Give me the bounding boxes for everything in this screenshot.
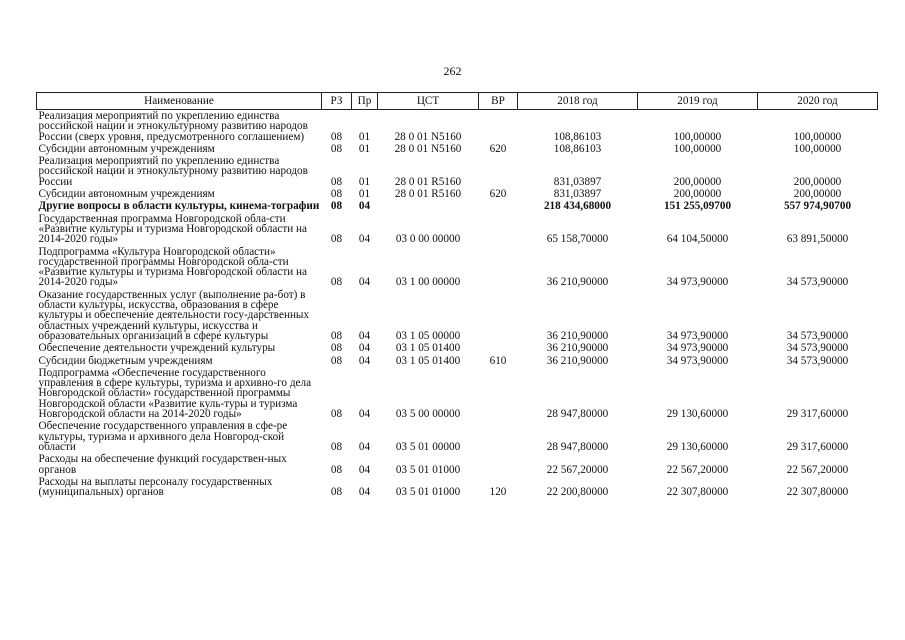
row-2019: 200,00000 (673, 175, 722, 188)
row-2020: 34 573,90000 (786, 276, 849, 289)
row-2020: 22 307,80000 (786, 486, 849, 499)
row-vr: 610 (489, 354, 507, 367)
row-rz: 08 (330, 486, 343, 499)
row-vr (479, 246, 518, 289)
header-vr: ВР (479, 93, 518, 110)
row-cst: 03 5 01 00000 (395, 440, 461, 453)
row-rz: 08 (330, 440, 343, 453)
row-name: Государственная программа Новгородской обла-сти «Развитие культуры и туризма Новгородской области на 2014-2020 годы» (38, 212, 307, 246)
table-row (37, 342, 878, 354)
row-cst: 28 0 01 N5160 (394, 130, 462, 143)
row-cst: 28 0 01 R5160 (394, 175, 462, 188)
row-2020: 200,00000 (793, 175, 842, 188)
table-row (37, 289, 878, 342)
row-2018: 36 210,90000 (546, 342, 609, 355)
row-name: Реализация мероприятий по укреплению единства российской нации и этнокультурному развитию народов России (сверх уровня, предусмотренного соглашением) (38, 110, 308, 143)
row-2018: 36 210,90000 (546, 329, 609, 342)
row-2019: 34 973,90000 (666, 329, 729, 342)
row-cst: 28 0 01 N5160 (394, 142, 462, 155)
row-name: Реализация мероприятий по укреплению единства российской нации и этнокультурному развитию народов России (38, 155, 308, 188)
row-2018: 36 210,90000 (546, 354, 609, 367)
row-rz: 08 (330, 233, 343, 246)
row-2019: 64 104,50000 (666, 233, 729, 246)
row-name: Расходы на выплаты персоналу государственных (муниципальных) органов (38, 475, 273, 499)
row-vr (479, 420, 518, 453)
header-pr: Пр (352, 93, 378, 110)
row-vr (479, 110, 518, 143)
row-name: Обеспечение деятельности учреждений культуры (38, 342, 276, 355)
row-rz: 08 (330, 276, 343, 289)
row-vr: 120 (489, 486, 507, 499)
row-cst (378, 200, 479, 212)
row-2020: 63 891,50000 (786, 233, 849, 246)
row-pr: 04 (358, 486, 371, 499)
table-row (37, 110, 878, 143)
row-rz: 08 (330, 142, 343, 155)
row-2018: 108,86103 (553, 130, 602, 143)
row-rz: 08 (330, 354, 343, 367)
row-cst: 03 1 05 01400 (395, 354, 461, 367)
row-2018: 218 434,68000 (543, 200, 612, 213)
row-pr: 04 (358, 342, 371, 355)
table-row (37, 143, 878, 155)
row-cst: 03 5 01 01000 (395, 486, 461, 499)
table-row (37, 155, 878, 188)
row-rz: 08 (330, 342, 343, 355)
table-row (37, 246, 878, 289)
row-name: Оказание государственных услуг (выполнение ра-бот) в области культуры, искусства, образования в сфере культуры и обеспечение деятельности госу-дарственных областных учреждений культуры, искусства и образовательных организаций в сфере культуры (38, 288, 310, 342)
row-2020: 34 573,90000 (786, 342, 849, 355)
row-pr: 04 (358, 463, 371, 476)
row-cst: 03 1 05 01400 (395, 342, 461, 355)
row-2020: 100,00000 (793, 142, 842, 155)
row-2018: 831,03897 (553, 175, 602, 188)
row-pr: 04 (358, 440, 371, 453)
header-2019: 2019 год (638, 93, 758, 110)
row-rz: 08 (330, 175, 343, 188)
table-header-row (37, 93, 878, 110)
row-pr: 04 (358, 354, 371, 367)
header-2020: 2020 год (758, 93, 878, 110)
row-pr: 04 (358, 408, 371, 421)
header-name: Наименование (37, 93, 322, 110)
row-pr: 01 (358, 188, 371, 201)
row-cst: 03 1 05 00000 (395, 329, 461, 342)
row-rz: 08 (330, 408, 343, 421)
row-2018: 108,86103 (553, 142, 602, 155)
row-2018: 28 947,80000 (546, 440, 609, 453)
row-pr: 01 (358, 130, 371, 143)
row-2019: 100,00000 (673, 142, 722, 155)
row-pr: 01 (358, 142, 371, 155)
table-row (37, 188, 878, 200)
row-cst: 03 0 00 00000 (395, 233, 461, 246)
row-2019: 29 130,60000 (666, 408, 729, 421)
row-rz: 08 (330, 329, 343, 342)
row-vr: 620 (489, 188, 507, 201)
table-row (37, 453, 878, 476)
row-pr: 04 (358, 329, 371, 342)
row-2020: 557 974,90700 (783, 200, 852, 213)
table-row (37, 367, 878, 420)
row-cst: 28 0 01 R5160 (394, 188, 462, 201)
row-2018: 65 158,70000 (546, 233, 609, 246)
row-2020: 100,00000 (793, 130, 842, 143)
row-vr (479, 155, 518, 188)
header-rz: РЗ (322, 93, 352, 110)
row-name: Расходы на обеспечение функций государствен-ных органов (38, 453, 287, 476)
row-2019: 151 255,09700 (663, 200, 732, 213)
row-2018: 28 947,80000 (546, 408, 609, 421)
row-2020: 29 317,60000 (786, 408, 849, 421)
table-row (37, 200, 878, 212)
table-row (37, 355, 878, 367)
row-pr: 04 (358, 276, 371, 289)
row-name: Подпрограмма «Обеспечение государственного управления в сфере культуры, туризма и архивно-го дела Новгородской области» государственной программы Новгородской области «Развитие куль-туры и туризма Новгородской области на 2014-2020 годы» (38, 366, 312, 421)
header-cst: ЦСТ (378, 93, 479, 110)
row-2019: 22 307,80000 (666, 486, 729, 499)
row-vr (479, 367, 518, 420)
row-vr (479, 453, 518, 476)
row-2018: 831,03897 (553, 188, 602, 201)
row-2018: 22 567,20000 (546, 463, 609, 476)
row-2019: 34 973,90000 (666, 276, 729, 289)
row-rz: 08 (330, 130, 343, 143)
header-2018: 2018 год (518, 93, 638, 110)
page-number: 262 (443, 64, 462, 78)
row-2018: 36 210,90000 (546, 276, 609, 289)
row-2020: 22 567,20000 (786, 463, 849, 476)
row-2020: 34 573,90000 (786, 354, 849, 367)
row-name: Другие вопросы в области культуры, кинема-тографии (38, 200, 320, 213)
row-2019: 100,00000 (673, 130, 722, 143)
row-cst: 03 5 01 01000 (395, 463, 461, 476)
row-vr (479, 200, 518, 212)
row-cst: 03 5 00 00000 (395, 408, 461, 421)
row-pr: 04 (358, 233, 371, 246)
table-row (37, 476, 878, 499)
row-vr: 620 (489, 142, 507, 155)
table-body (37, 110, 878, 499)
row-pr: 01 (358, 175, 371, 188)
row-vr (479, 213, 518, 246)
row-2020: 29 317,60000 (786, 440, 849, 453)
row-name: Субсидии автономным учреждениям (38, 188, 215, 201)
row-pr: 04 (358, 200, 371, 213)
row-2020: 200,00000 (793, 188, 842, 201)
table-row (37, 420, 878, 453)
row-name: Субсидии автономным учреждениям (38, 142, 215, 155)
row-rz: 08 (330, 200, 343, 213)
row-2019: 22 567,20000 (666, 463, 729, 476)
row-2018: 22 200,80000 (546, 486, 609, 499)
table-row (37, 213, 878, 246)
row-name: Субсидии бюджетным учреждениям (38, 354, 213, 367)
row-vr (479, 289, 518, 342)
row-2019: 200,00000 (673, 188, 722, 201)
row-2020: 34 573,90000 (786, 329, 849, 342)
row-rz: 08 (330, 188, 343, 201)
row-2019: 34 973,90000 (666, 342, 729, 355)
row-2019: 29 130,60000 (666, 440, 729, 453)
budget-table (36, 92, 878, 498)
row-name: Подпрограмма «Культура Новгородской области» государственной программы Новгородской обла-сти «Развитие культуры и туризма Новгородской области на 2014-2020 годы» (38, 245, 307, 289)
row-cst: 03 1 00 00000 (395, 276, 461, 289)
row-name: Обеспечение государственного управления в сфе-ре культуры, туризма и архивного дела Новгород-ской области (38, 420, 288, 453)
row-2019: 34 973,90000 (666, 354, 729, 367)
row-vr (479, 342, 518, 354)
row-rz: 08 (330, 463, 343, 476)
